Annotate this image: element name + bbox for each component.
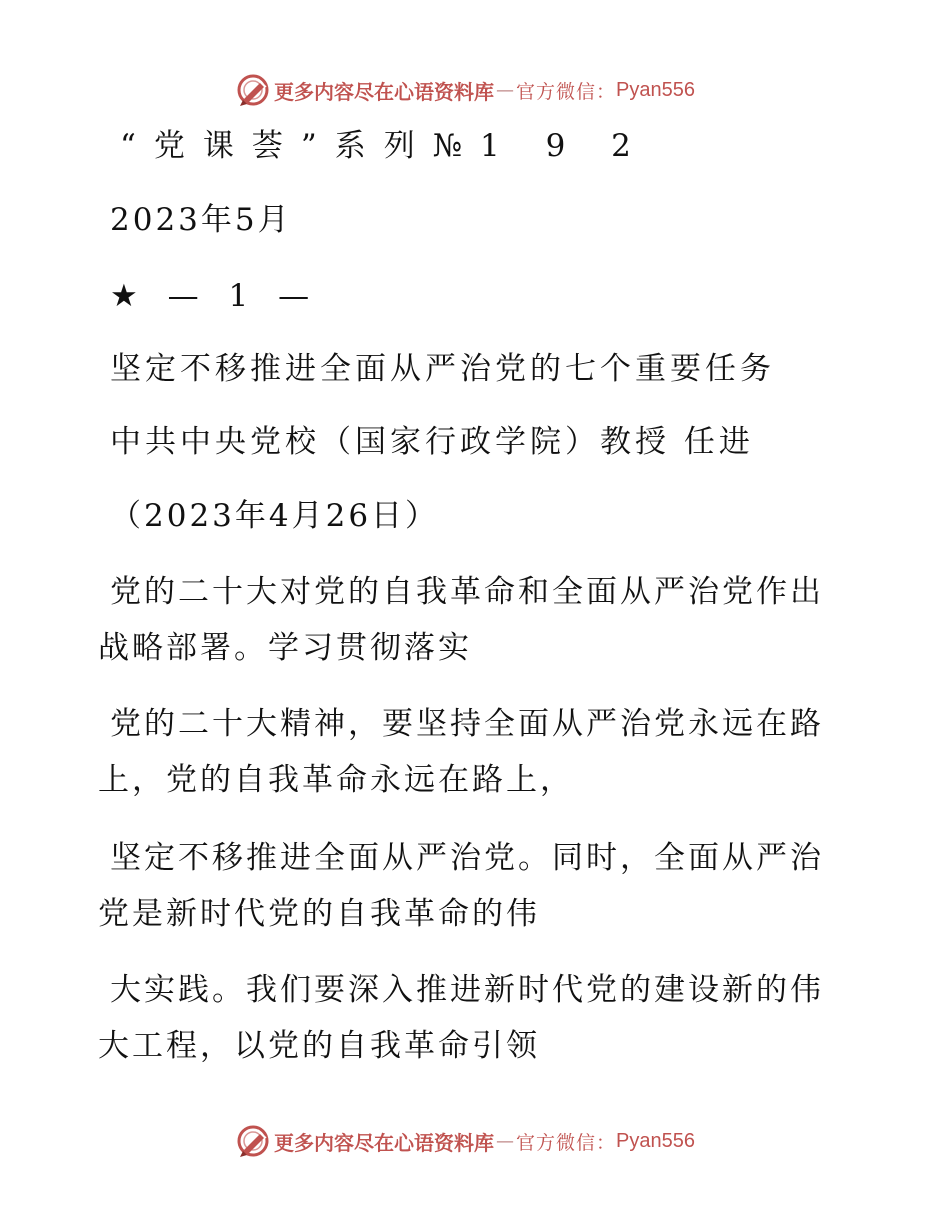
pen-logo-icon [236, 73, 270, 107]
pen-logo-icon [236, 1124, 270, 1158]
paragraph-line: 党是新时代党的自我革命的伟 [98, 896, 540, 932]
article-title: 坚定不移推进全面从严治党的七个重要任务 [110, 351, 775, 387]
watermark-official-label: 官方微信： [516, 1131, 617, 1154]
watermark-wechat-id: Pyan556 [616, 1129, 695, 1152]
header-watermark [236, 72, 695, 108]
watermark-separator: — [496, 79, 514, 101]
article-author: 中共中央党校（国家行政学院）教授 任进 [110, 424, 754, 460]
watermark-site-text: 更多内容尽在心语资料库 [274, 79, 494, 104]
paragraph-line: 战略部署。学习贯彻落实 [98, 630, 472, 666]
paragraph-line: 党的二十大精神，要坚持全面从严治党永远在路 [110, 706, 824, 742]
page-marker: ★ — 1 — [110, 278, 320, 314]
article-date: （2023年4月26日） [110, 498, 440, 534]
watermark-site-text: 更多内容尽在心语资料库 [274, 1130, 494, 1155]
watermark-official-label: 官方微信： [516, 80, 617, 103]
watermark-wechat-id: Pyan556 [616, 78, 695, 101]
series-title: “党课荟”系列№1 9 2 [120, 128, 649, 164]
paragraph [98, 564, 838, 676]
paragraph [98, 696, 838, 808]
paragraph-line: 大实践。我们要深入推进新时代党的建设新的伟 [110, 972, 824, 1008]
watermark-separator: — [496, 1130, 514, 1152]
paragraph [98, 830, 838, 942]
paragraph-line: 坚定不移推进全面从严治党。同时，全面从严治 [110, 840, 824, 876]
paragraph-line: 上，党的自我革命永远在路上， [98, 762, 574, 798]
paragraph-line: 党的二十大对党的自我革命和全面从严治党作出 [110, 574, 824, 610]
footer-watermark [236, 1123, 695, 1159]
issue-date: 2023年5月 [110, 202, 292, 238]
paragraph [98, 962, 838, 1074]
paragraph-line: 大工程，以党的自我革命引领 [98, 1028, 540, 1064]
